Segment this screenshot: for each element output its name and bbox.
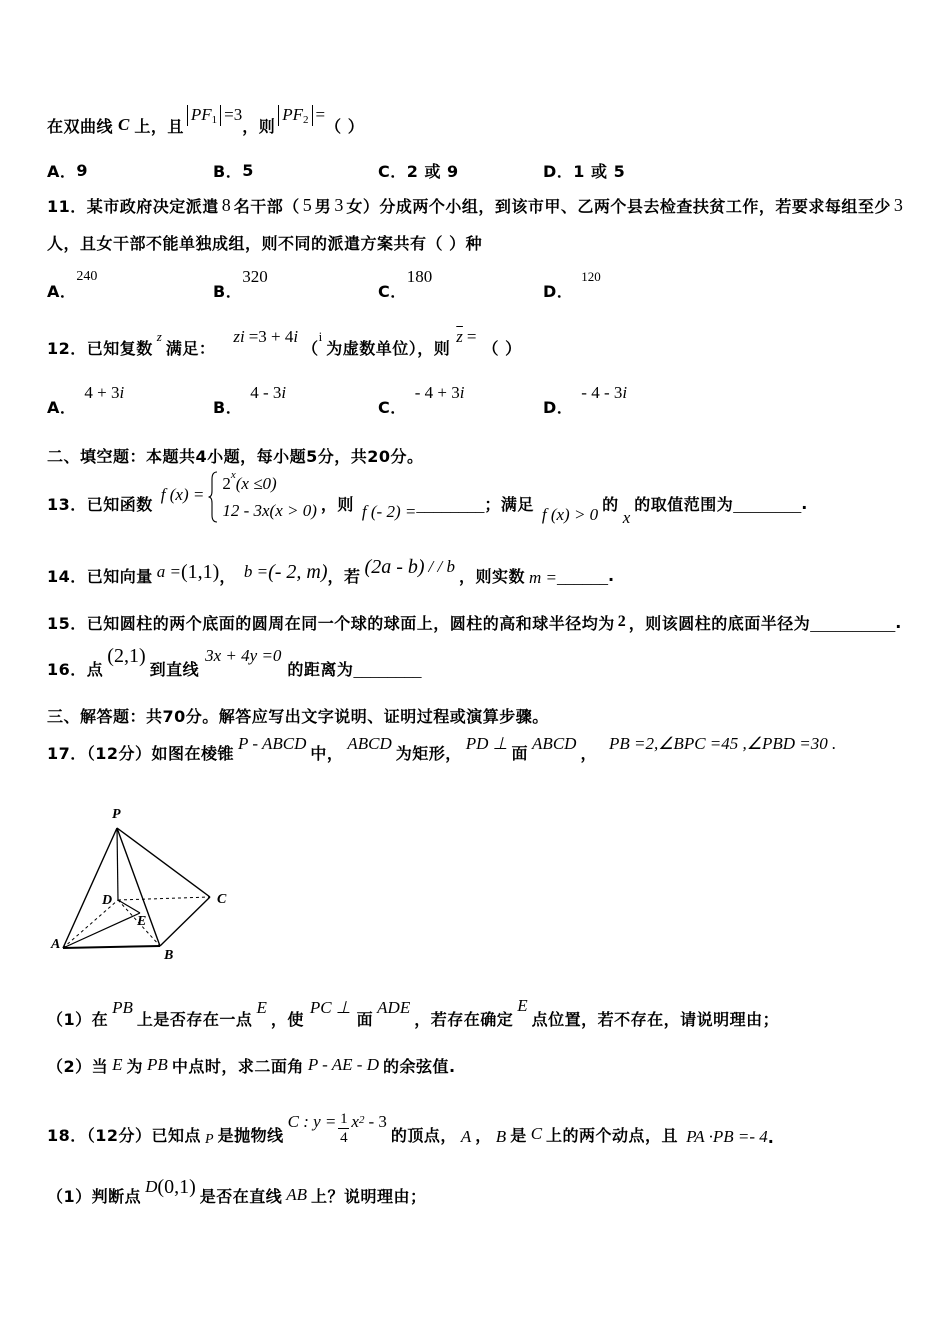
q17-p1-text-2: 上是否存在一点 xyxy=(136,1009,253,1029)
q12-eq-rhs: =3 + 4 xyxy=(248,327,294,346)
q17-p2-dihedral-angle: P - AE - D xyxy=(307,1055,379,1074)
choice-value: 120 xyxy=(581,269,601,284)
q11-choice-a xyxy=(47,269,98,301)
q18-fraction xyxy=(338,1111,349,1146)
q18-text-2: 是抛物线 xyxy=(217,1125,284,1145)
q13-text-5: 的取值范围为 xyxy=(634,494,734,514)
q10-pf1-subscript: 1 xyxy=(211,114,218,126)
q14-vector-b xyxy=(244,561,328,584)
segment-de xyxy=(118,900,140,913)
q12-conjugate xyxy=(456,327,476,347)
q10-choice-c xyxy=(378,159,459,181)
q13-f-of-minus-2: f (- 2) = xyxy=(361,502,417,521)
q14-stem xyxy=(47,555,615,587)
q11-text-3: 男 xyxy=(314,196,332,216)
choice-value xyxy=(581,383,627,403)
q10-choice-d xyxy=(543,159,625,181)
q17-p1-text-4: 面 xyxy=(356,1009,374,1029)
q18-dot-product: PA ·PB =- 4 xyxy=(686,1127,768,1146)
q18-fraction-denominator: 4 xyxy=(340,1129,348,1146)
q14-condition-rest: / / b xyxy=(428,557,455,576)
q17-text-3: 为矩形， xyxy=(395,743,462,763)
q17-base: ABCD xyxy=(347,734,392,753)
choice-value: 9 xyxy=(76,160,89,180)
q15-text-2: ，则该圆柱的底面半径为 xyxy=(628,613,811,633)
q17-p2-text-1: （2）当 xyxy=(47,1056,109,1076)
brace-path xyxy=(209,472,218,522)
q13-blank-1: ________ xyxy=(416,496,485,515)
choice-label: A． xyxy=(47,281,77,301)
q11-text-5: 人，且女干部不能单独成组，则不同的派遣方案共有（ ）种 xyxy=(47,233,483,253)
q14-text-4: ，则实数 xyxy=(458,566,525,586)
q14-end: . xyxy=(608,565,615,585)
choice-value: 2 或 9 xyxy=(406,161,459,181)
edge-pd xyxy=(117,828,118,900)
choice-label: D． xyxy=(543,397,574,417)
q14-condition-paren: (2a - b) xyxy=(364,555,425,578)
q16-stem xyxy=(47,644,422,680)
q12-zbar: $\overline{z}$ xyxy=(456,327,463,346)
q12-answer-paren: （ ） xyxy=(482,338,522,358)
choice-label: B． xyxy=(213,397,243,417)
choice-value: 5 xyxy=(242,160,254,180)
q18-stem xyxy=(47,1110,775,1154)
q11-number-8: 8 xyxy=(221,194,231,215)
choice-value: 1 或 5 xyxy=(573,161,626,181)
q15-blank: __________ xyxy=(810,615,896,634)
vertex-label-a: A xyxy=(51,937,61,952)
q18-c-eq: C : y = xyxy=(287,1112,337,1131)
q17-p1-ade: ADE xyxy=(377,998,411,1017)
choice-value: 320 xyxy=(242,267,268,286)
q13-x: x xyxy=(622,508,631,527)
q11-choice-b xyxy=(213,267,268,301)
q13-text-4: 的 xyxy=(602,494,619,514)
q18-text-4: ， xyxy=(475,1125,492,1145)
q10-pf2: PF xyxy=(282,105,304,124)
q17-p1-text-6: 点位置，若不存在，请说明理由； xyxy=(531,1009,780,1029)
choice-value-unit: i xyxy=(119,383,125,402)
q13-piecewise-rows xyxy=(222,470,317,524)
q11-number-5: 5 xyxy=(302,194,312,215)
q12-choice-b xyxy=(213,383,287,417)
edge-pa xyxy=(63,828,117,948)
q17-pyramid: P - ABCD xyxy=(238,734,307,753)
q17-p1-text-3: ，使 xyxy=(270,1009,304,1029)
q18-x: x xyxy=(351,1112,359,1131)
q16-text-3: 的距离为 xyxy=(287,659,354,679)
q12-z: z xyxy=(156,329,162,344)
q14-b-label: b = xyxy=(243,562,269,581)
q11-stem-line-2 xyxy=(47,231,482,253)
choice-label: A． xyxy=(47,161,77,181)
q16-text-1: 16．点 xyxy=(47,659,104,679)
q17-text-5: ， xyxy=(580,743,597,763)
q18-p1-text-2: 是否在直线 xyxy=(199,1186,283,1206)
q14-text-2: ， xyxy=(219,566,236,586)
edge-dc xyxy=(118,897,210,900)
q17-p1-text-5: ，若存在确定 xyxy=(414,1009,514,1029)
q12-stem xyxy=(47,327,522,358)
q10-pf2-equals: = xyxy=(315,105,326,124)
q17-pd-perp: PD ⊥ xyxy=(465,734,508,753)
choice-label: C． xyxy=(378,397,407,417)
q18-fraction-numerator: 1 xyxy=(340,1110,348,1127)
vertex-label-e: E xyxy=(137,914,147,929)
q10-pf1-expression xyxy=(184,105,242,126)
q18-p1-d-value: (0,1) xyxy=(157,1175,196,1198)
choice-value xyxy=(250,383,286,403)
q11-choice-c xyxy=(378,267,433,301)
q17-p2-pb: PB xyxy=(147,1055,168,1074)
q11-text-2: 名干部（ xyxy=(233,196,300,216)
q15-text-1: 15．已知圆柱的两个底面的圆周在同一个球的球面上，圆柱的高和球半径均为 xyxy=(47,613,615,633)
q17-text-2: 中， xyxy=(310,743,344,763)
q18-x-exponent: 2 xyxy=(358,1114,365,1126)
q13-fx: f (x) = xyxy=(160,485,205,504)
q10-pf1-equals: =3 xyxy=(224,105,243,124)
choice-label: C． xyxy=(378,281,407,301)
q10-text-1: 在双曲线 xyxy=(47,116,114,136)
q17-p1-pb: PB xyxy=(112,998,133,1017)
q14-blank: ______ xyxy=(557,568,608,587)
edge-pc xyxy=(117,828,210,897)
vertex-label-c: C xyxy=(217,892,227,907)
choice-value xyxy=(84,383,124,403)
q18-point-p: P xyxy=(205,1132,214,1147)
q18-end: . xyxy=(767,1127,775,1147)
q18-text-6: 上的两个动点，且 xyxy=(546,1125,679,1145)
q10-curve-label: C xyxy=(118,115,130,134)
q18-curve-c: C xyxy=(530,1124,543,1143)
q13-row-1 xyxy=(222,470,276,497)
q11-number-3b: 3 xyxy=(893,194,903,215)
q13-row-1-condition: (x ≤0) xyxy=(235,474,277,493)
q17-part-2 xyxy=(47,1054,456,1076)
choice-value-unit: i xyxy=(459,383,465,402)
q10-text-3: ，则 xyxy=(242,116,276,136)
q10-choice-a xyxy=(47,159,88,181)
section-2-title: 二、填空题：本题共4小题，每小题5分，共20分。 xyxy=(47,446,424,466)
q12-choice-a xyxy=(47,383,125,417)
q16-point: (2,1) xyxy=(107,644,146,667)
vertex-label-b: B xyxy=(164,948,174,963)
q18-p1-line-ab: AB xyxy=(286,1185,308,1204)
q15-end: . xyxy=(895,612,902,632)
section-3-heading xyxy=(47,704,549,726)
choice-value xyxy=(415,383,465,403)
q11-choice-d xyxy=(543,269,601,301)
q12-eq-zi: zi xyxy=(233,327,245,346)
q14-b-value: (- 2, m) xyxy=(268,560,328,583)
q12-equation xyxy=(233,327,298,347)
q17-stem xyxy=(47,734,837,763)
choice-label: B． xyxy=(213,161,243,181)
q10-choice-b xyxy=(213,159,254,181)
q10-answer-paren: （ ） xyxy=(325,116,365,136)
choice-value-unit: i xyxy=(622,383,628,402)
q17-text-1: 17．（12分）如图在棱锥 xyxy=(47,743,235,763)
choice-label: B． xyxy=(213,281,243,301)
q12-imag-unit: i xyxy=(318,329,323,344)
q13-end: . xyxy=(801,493,808,513)
abs-bar-left xyxy=(187,105,188,126)
q17-part-1 xyxy=(47,996,780,1029)
choice-value-number: 4 + 3 xyxy=(84,383,120,402)
q12-zbar-equals: = xyxy=(466,327,477,346)
segment-ae xyxy=(63,913,140,948)
edge-ab xyxy=(63,946,160,948)
q10-pf1: PF xyxy=(190,105,212,124)
abs-bar-left xyxy=(278,105,279,126)
q13-text-1: 13．已知函数 xyxy=(47,494,153,514)
q18-point-a: A xyxy=(460,1127,472,1146)
q14-a-label: a = xyxy=(156,562,182,581)
q16-blank: ________ xyxy=(353,661,422,680)
abs-bar-right xyxy=(220,105,221,126)
q12-text-2: 满足： xyxy=(165,338,216,358)
choice-label: C． xyxy=(378,161,407,181)
q18-p1-point-d xyxy=(145,1176,196,1199)
q17-conditions: PB =2,∠BPC =45 ,∠PBD =30 . xyxy=(608,734,837,753)
q17-p2-text-4: 的余弦值. xyxy=(382,1056,456,1076)
q13-text-3: ；满足 xyxy=(484,494,534,514)
choice-value: 180 xyxy=(406,267,433,286)
q12-text-4: 为虚数单位），则 xyxy=(326,338,451,358)
q10-text-2: 上，且 xyxy=(134,116,184,136)
q17-p1-e: E xyxy=(256,998,267,1017)
edge-bc xyxy=(160,897,210,946)
q14-text-3: ，若 xyxy=(327,566,361,586)
abs-bar-right xyxy=(312,105,313,126)
q10-pf2-expression xyxy=(275,105,325,126)
q14-vector-a xyxy=(157,561,220,584)
q13-condition: f (x) > 0 xyxy=(541,505,599,524)
q13-row-1-base: 2 xyxy=(222,474,231,493)
q17-p1-e-2: E xyxy=(517,996,528,1015)
q12-text-3: （ xyxy=(302,338,319,358)
piecewise-brace-icon xyxy=(208,471,218,523)
q18-minus-3: - 3 xyxy=(368,1112,387,1131)
q13-stem xyxy=(47,469,808,531)
q10-pf2-subscript: 2 xyxy=(303,114,309,126)
q13-piecewise xyxy=(208,470,317,524)
q14-m: m = xyxy=(529,568,557,587)
q18-point-b: B xyxy=(495,1127,507,1146)
vertex-label-d: D xyxy=(102,893,113,908)
q17-p1-pc-perp: PC ⊥ xyxy=(309,998,351,1017)
q13-blank-2: ________ xyxy=(733,496,802,515)
q17-base-2: ABCD xyxy=(532,734,577,753)
q11-number-3: 3 xyxy=(334,194,344,215)
q15-number: 2 xyxy=(617,613,626,630)
q10-stem xyxy=(47,105,365,136)
choice-label: D． xyxy=(543,161,574,181)
pyramid-figure xyxy=(40,795,240,970)
q12-choice-c xyxy=(378,383,465,417)
q18-text-1: 18．（12分）已知点 xyxy=(47,1125,202,1145)
q17-text-4: 面 xyxy=(511,743,529,763)
q18-text-5: 是 xyxy=(510,1125,527,1145)
choice-value-number: - 4 - 3 xyxy=(581,383,623,402)
q12-choice-d xyxy=(543,383,628,417)
q16-line-equation: 3x + 4y =0 xyxy=(205,646,282,665)
q17-p2-text-3: 中点时，求二面角 xyxy=(171,1056,304,1076)
vertex-label-p: P xyxy=(112,807,122,822)
q13-row-1-exponent: x xyxy=(230,469,236,481)
q16-text-2: 到直线 xyxy=(149,659,200,679)
q17-p2-e: E xyxy=(112,1055,123,1074)
q11-text-1: 11．某市政府决定派遣 xyxy=(47,196,219,216)
q12-eq-i: i xyxy=(293,327,299,346)
section-3-title: 三、解答题：共70分。解答应写出文字说明、证明过程或演算步骤。 xyxy=(47,706,549,726)
q13-row-2: 12 - 3x(x > 0) xyxy=(222,501,317,520)
choice-label: D． xyxy=(543,281,574,301)
q14-a-value: (1,1) xyxy=(181,560,220,583)
q18-p1-d-label: D xyxy=(145,1177,158,1196)
q14-parallel-condition xyxy=(365,556,455,579)
q12-text-1: 12．已知复数 xyxy=(47,338,153,358)
q14-text-1: 14．已知向量 xyxy=(47,566,153,586)
q18-p1-text-3: 上？说明理由； xyxy=(311,1186,427,1206)
q17-p1-text-1: （1）在 xyxy=(47,1009,109,1029)
q13-text-2: ，则 xyxy=(320,494,354,514)
q18-p1-text-1: （1）判断点 xyxy=(47,1186,142,1206)
q15-stem xyxy=(47,611,902,633)
q17-p2-text-2: 为 xyxy=(126,1056,144,1076)
choice-value-number: - 4 + 3 xyxy=(414,383,460,402)
fraction-bar xyxy=(338,1128,349,1129)
q18-parabola-equation xyxy=(288,1111,387,1146)
choice-value-unit: i xyxy=(281,383,287,402)
q11-stem-line-1 xyxy=(47,194,906,216)
choice-value-number: 4 - 3 xyxy=(250,383,282,402)
q18-text-3: 的顶点， xyxy=(390,1125,457,1145)
choice-value: 240 xyxy=(76,269,98,284)
q18-part-1 xyxy=(47,1175,427,1206)
q11-text-4: 女）分成两个小组，到该市甲、乙两个县去检查扶贫工作，若要求每组至少 xyxy=(346,196,891,216)
choice-label: A． xyxy=(47,397,77,417)
